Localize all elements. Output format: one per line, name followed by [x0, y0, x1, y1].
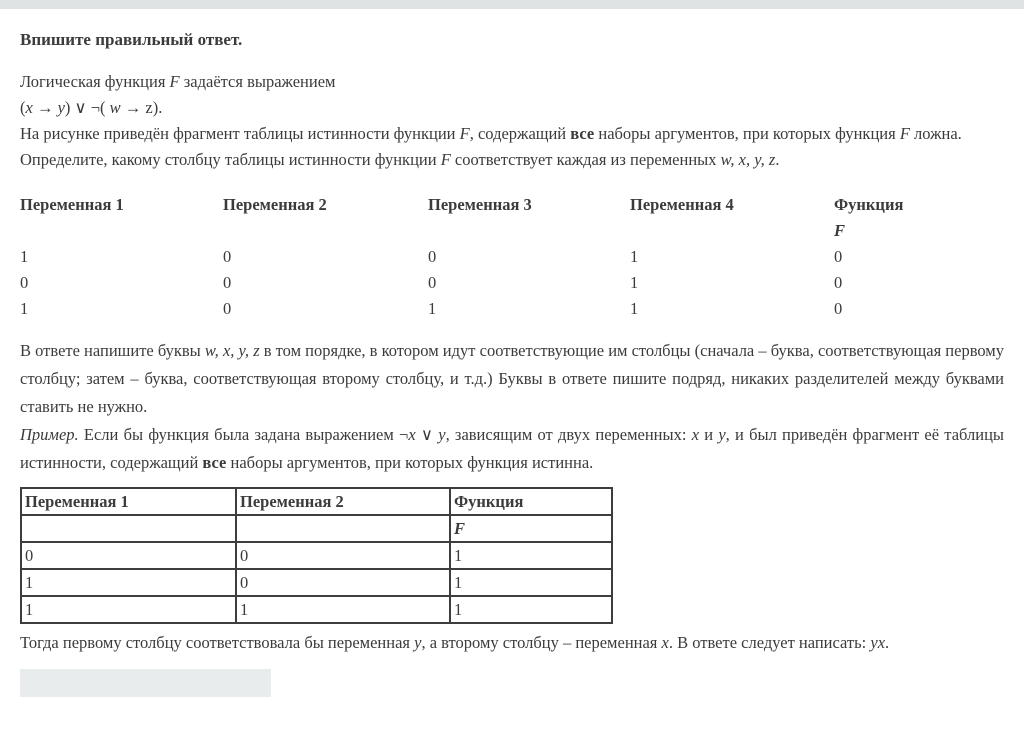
table-cell: 0	[834, 247, 843, 266]
example-conclusion: Тогда первому столбцу соответствовала бы переменная y, а второму столбцу – переменная x. В ответе следует написать: yx.	[20, 633, 890, 652]
task-content	[0, 9, 1024, 697]
table-row	[21, 596, 612, 623]
table-cell: 1	[630, 247, 639, 266]
column-header: Переменная 2	[223, 195, 327, 214]
table-row	[20, 245, 1004, 271]
task-instruction: Определите, какому столбцу таблицы истинности функции F соответствует каждая из переменных w, x, y, z.	[20, 150, 780, 169]
table-cell	[223, 219, 428, 245]
top-bar	[0, 0, 1024, 9]
table-cell: 1	[20, 299, 29, 318]
table-row	[21, 542, 612, 569]
table-cell: 1	[20, 247, 29, 266]
table-cell: 0	[223, 247, 232, 266]
table-cell: 1	[450, 569, 612, 596]
logic-expression: (x → y) ∨ ¬( w → z).	[20, 98, 163, 117]
function-definition-line: Логическая функция F задаётся выражением	[20, 72, 336, 91]
table-cell	[21, 515, 236, 542]
task-description: На рисунке приведён фрагмент таблицы истинности функции F, содержащий все наборы аргументов, при которых функция F ложна.	[20, 124, 962, 143]
example-table	[20, 487, 613, 624]
column-header: Переменная 2	[236, 488, 450, 515]
example-intro: Пример. Если бы функция была задана выражением ¬x ∨ y, зависящим от двух переменных: x и y, и был приведён фрагмент её таблицы истинности, содержащий все наборы аргументов, при которых функция истинна.	[20, 425, 1004, 472]
table-cell: 0	[834, 299, 843, 318]
column-header: Функция	[450, 488, 612, 515]
table-cell: 1	[21, 569, 236, 596]
table-cell: 0	[428, 247, 437, 266]
column-header: Переменная 1	[21, 488, 236, 515]
table-header-row	[20, 193, 1004, 219]
function-label-row	[21, 515, 612, 542]
table-cell	[20, 219, 223, 245]
table-row	[21, 569, 612, 596]
table-cell: 1	[236, 596, 450, 623]
table-cell	[630, 219, 834, 245]
table-cell	[236, 515, 450, 542]
table-cell: 0	[428, 273, 437, 292]
table-cell: 1	[630, 273, 639, 292]
page-title: Впишите правильный ответ.	[20, 30, 243, 49]
table-row	[20, 297, 1004, 323]
table-cell: 0	[223, 273, 232, 292]
table-cell: 1	[450, 596, 612, 623]
table-cell: 0	[223, 299, 232, 318]
column-header: Переменная 3	[428, 195, 532, 214]
table-cell: 1	[21, 596, 236, 623]
table-row	[20, 271, 1004, 297]
column-header: Переменная 4	[630, 195, 734, 214]
table-cell: 0	[20, 273, 29, 292]
answer-format-note: В ответе напишите буквы w, x, y, z в том порядке, в котором идут соответствующие им столбцы (сначала – буква, соответствующая первому столбцу; затем – буква, соответствующая второму столбцу, и т.д.) Буквы в ответе пишите подряд, никаких разделителей между буквами ставить не нужно.	[20, 341, 1004, 416]
table-cell: 0	[834, 273, 843, 292]
table-cell: 1	[630, 299, 639, 318]
table-header-row	[21, 488, 612, 515]
column-header: Функция	[834, 195, 904, 214]
table-cell: 0	[21, 542, 236, 569]
function-label: F	[450, 515, 612, 542]
function-label-row	[20, 219, 1004, 245]
function-label: F	[834, 221, 846, 240]
table-cell: 1	[428, 299, 437, 318]
table-cell: 1	[450, 542, 612, 569]
answer-input[interactable]	[20, 669, 271, 697]
column-header: Переменная 1	[20, 195, 124, 214]
table-cell: 0	[236, 569, 450, 596]
table-cell	[428, 219, 630, 245]
table-cell: 0	[236, 542, 450, 569]
truth-table-fragment	[20, 193, 1004, 323]
